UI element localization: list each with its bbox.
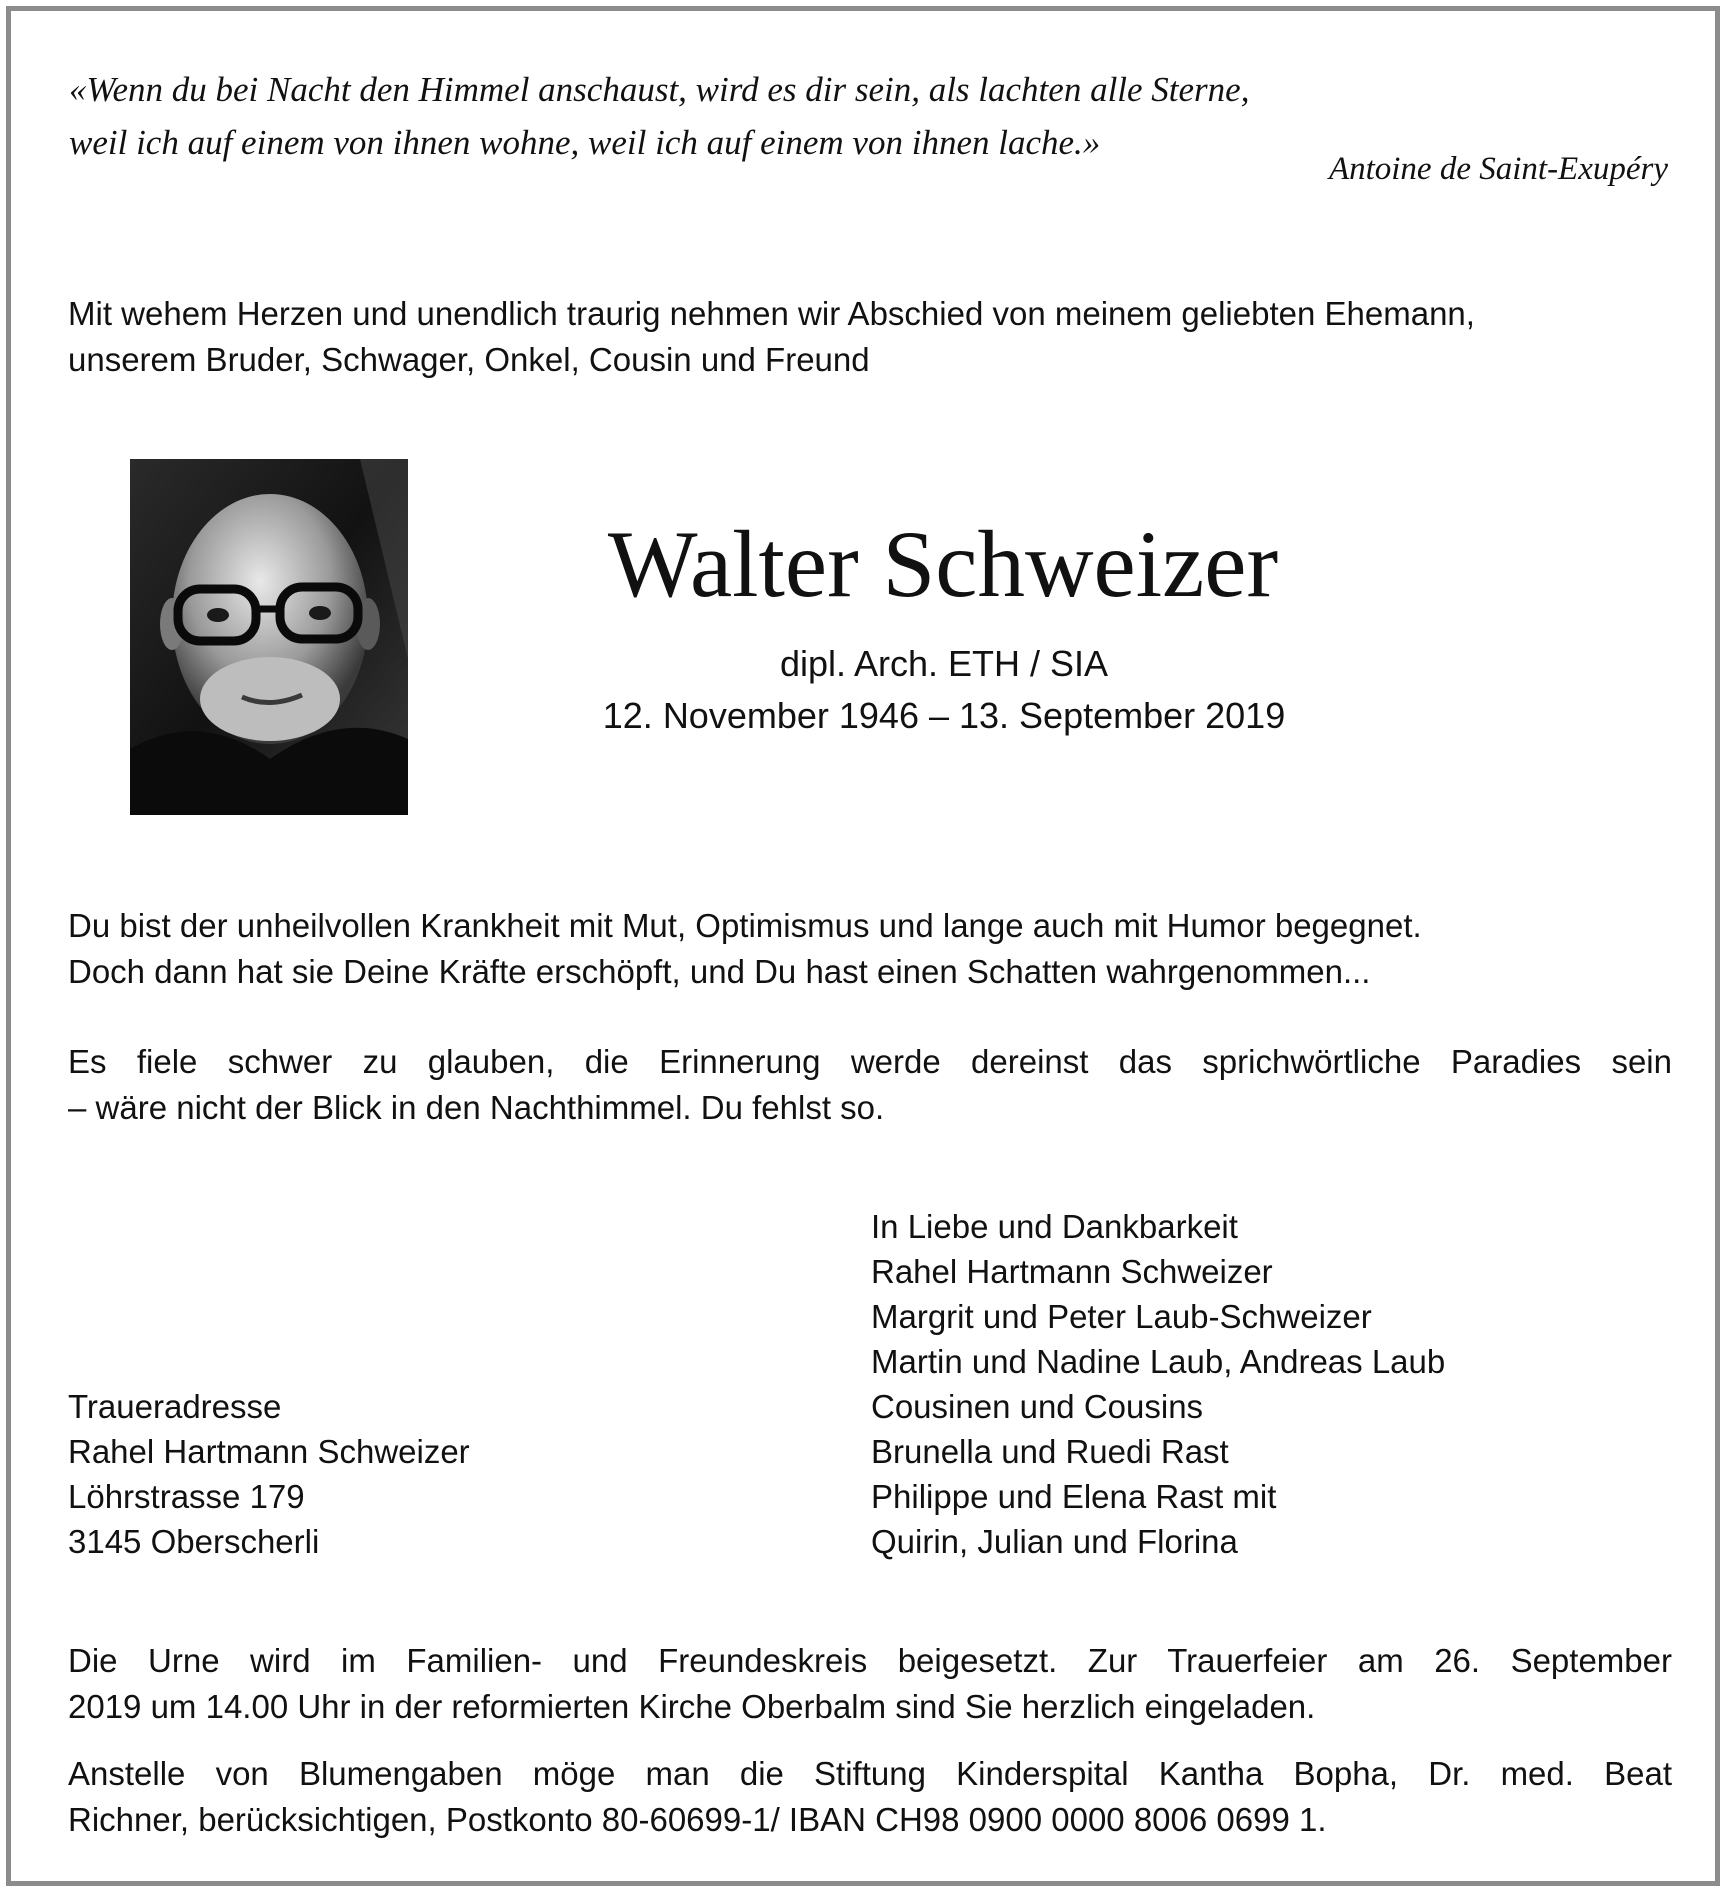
intro-text: [68, 291, 1475, 383]
funeral-notice: [68, 1638, 1672, 1730]
paragraph-line: 2019 um 14.00 Uhr in der reformierten Kirche Oberbalm sind Sie herzlich eingeladen.: [68, 1688, 1316, 1725]
paragraph-memory: [68, 1039, 1672, 1131]
mourner-line: Rahel Hartmann Schweizer: [871, 1253, 1273, 1290]
address-line: Traueradresse: [68, 1388, 282, 1425]
mourner-line: Philippe und Elena Rast mit: [871, 1478, 1277, 1515]
obituary-frame: [6, 6, 1720, 1886]
deceased-title: dipl. Arch. ETH / SIA: [779, 643, 1109, 684]
mourner-line: Brunella und Ruedi Rast: [871, 1433, 1229, 1470]
mourning-address: [68, 1384, 470, 1564]
deceased-name: Walter Schweizer: [607, 511, 1279, 617]
quote-line: weil ich auf einem von ihnen wohne, weil ich auf einem von ihnen lache.»: [69, 123, 1101, 162]
mourner-line: Margrit und Peter Laub-Schweizer: [871, 1298, 1372, 1335]
life-dates: 12. November 1946 – 13. September 2019: [602, 695, 1286, 736]
donation-notice: [68, 1751, 1672, 1843]
mourner-line: Cousinen und Cousins: [871, 1388, 1204, 1425]
mourner-line: Quirin, Julian und Florina: [871, 1523, 1238, 1560]
quote-line: «Wenn du bei Nacht den Himmel anschaust, wird es dir sein, als lachten alle Sterne,: [69, 70, 1250, 109]
address-line: Löhrstrasse 179: [68, 1478, 305, 1515]
intro-line: Mit wehem Herzen und unendlich traurig nehmen wir Abschied von meinem geliebten Ehemann,: [68, 295, 1475, 332]
mourners-list: [871, 1204, 1445, 1564]
paragraph-line: Richner, berücksichtigen, Postkonto 80-60699-1/ IBAN CH98 0900 0000 8006 0699 1.: [68, 1801, 1327, 1838]
paragraph-line: Doch dann hat sie Deine Kräfte erschöpft, und Du hast einen Schatten wahrgenommen...: [68, 953, 1371, 990]
paragraph-line: Du bist der unheilvollen Krankheit mit Mut, Optimismus und lange auch mit Humor begegnet.: [68, 907, 1422, 944]
mourner-line: Martin und Nadine Laub, Andreas Laub: [871, 1343, 1446, 1380]
paragraph-illness: [68, 903, 1672, 995]
paragraph-line: Die Urne wird im Familien- und Freundeskreis beigesetzt. Zur Trauerfeier am 26. September: [68, 1642, 1672, 1679]
address-line: Rahel Hartmann Schweizer: [68, 1433, 470, 1470]
paragraph-line: Es fiele schwer zu glauben, die Erinnerung werde dereinst das sprichwörtliche Paradies sein: [68, 1043, 1672, 1080]
mourner-line: In Liebe und Dankbarkeit: [871, 1208, 1238, 1245]
quote-author: Antoine de Saint-Exupéry: [1328, 151, 1668, 187]
intro-line: unserem Bruder, Schwager, Onkel, Cousin und Freund: [68, 341, 870, 378]
paragraph-line: Anstelle von Blumengaben möge man die Stiftung Kinderspital Kantha Bopha, Dr. med. Beat: [68, 1755, 1672, 1792]
address-line: 3145 Oberscherli: [68, 1523, 320, 1560]
paragraph-line: – wäre nicht der Blick in den Nachthimmel. Du fehlst so.: [68, 1089, 885, 1126]
